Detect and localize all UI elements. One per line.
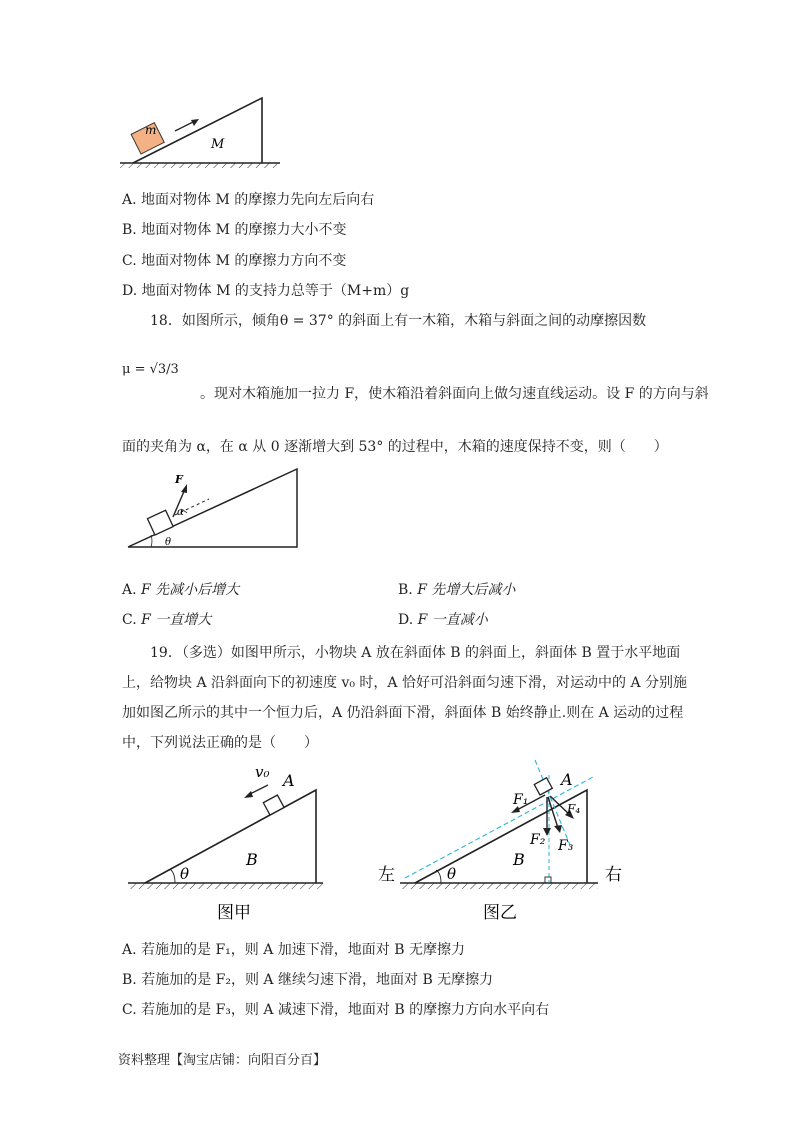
label-F1: F₁ — [513, 792, 529, 808]
label-F2: F₂ — [530, 832, 546, 848]
footer-note: 资料整理【淘宝店铺：向阳百分百】 — [118, 1053, 327, 1068]
q17-option-b[interactable]: B. 地面对物体 M 的摩擦力大小不变 — [122, 222, 347, 238]
q17-option-c[interactable]: C. 地面对物体 M 的摩擦力方向不变 — [122, 253, 347, 269]
arrowhead — [244, 791, 253, 798]
label-theta: θ — [447, 865, 457, 883]
incline-B — [415, 790, 587, 883]
q19-option-a[interactable]: A. 若施加的是 F₁，则 A 加速下滑，地面对 B 无摩擦力 — [122, 942, 465, 958]
block-A — [263, 795, 284, 815]
label-alpha: α — [177, 507, 184, 518]
q17-option-a[interactable]: A. 地面对物体 M 的摩擦力先向左后向右 — [122, 192, 375, 208]
label-F3: F₃ — [558, 838, 574, 854]
right-angle-mark — [545, 877, 551, 883]
ground-hatch — [400, 883, 598, 889]
q19-line-1: 19．（多选）如图甲所示，小物块 A 放在斜面体 B 的斜面上，斜面体 B 置于水平地面 — [150, 645, 681, 661]
label-F: F — [175, 473, 183, 486]
q18-option-a[interactable]: A. F 先减小后增大 — [122, 582, 240, 598]
label-B: B — [513, 850, 525, 869]
ground-hatch — [128, 883, 323, 889]
box — [147, 510, 173, 535]
incline — [128, 469, 297, 547]
q19-line-2: 上，给物块 A 沿斜面向下的初速度 v₀ 时，A 恰好可沿斜面匀速下滑，对运动中的 A 分别施 — [122, 675, 688, 691]
arrowhead-F3 — [554, 825, 562, 833]
angle-theta-arc — [170, 869, 175, 883]
label-theta: θ — [180, 865, 190, 883]
label-A: A — [561, 770, 573, 789]
label-M: M — [211, 137, 225, 152]
figure-17-incline — [115, 88, 285, 168]
q19-line-3: 加如图乙所示的其中一个恒力后，A 仍沿斜面下滑，斜面体 B 始终静止.则在 A 运动的过程 — [122, 705, 684, 721]
label-v0: v₀ — [255, 763, 270, 781]
q18-line-1: 18．如图所示，倾角θ = 37° 的斜面上有一木箱，木箱与斜面之间的动摩擦因数 — [150, 313, 647, 329]
figure-19-jia — [120, 755, 340, 930]
label-m: m — [145, 123, 157, 137]
label-theta: θ — [165, 537, 172, 548]
caption-jia: 图甲 — [217, 903, 251, 923]
velocity-arrow — [175, 121, 195, 131]
q18-option-c[interactable]: C. F 一直增大 — [122, 612, 212, 628]
q18-line-3: 面的夹角为 α，在 α 从 0 逐渐增大到 53° 的过程中，木箱的速度保持不变，则（ ） — [122, 439, 668, 455]
q19-option-b[interactable]: B. 若施加的是 F₂，则 A 继续匀速下滑，地面对 B 无摩擦力 — [122, 972, 494, 988]
label-left: 左 — [378, 865, 395, 885]
dashed-incline-line — [405, 777, 593, 878]
q18-mu-formula: μ = √3/3 — [122, 362, 179, 377]
figure-18-incline — [125, 465, 305, 555]
angle-theta-arc — [151, 535, 152, 547]
q19-option-c[interactable]: C. 若施加的是 F₃，则 A 减速下滑，地面对 B 的摩擦力方向水平向右 — [122, 1002, 550, 1018]
q19-line-4: 中，下列说法正确的是（ ） — [122, 735, 318, 751]
block-A — [534, 778, 552, 795]
label-F4: F₄ — [567, 802, 581, 816]
q18-option-b[interactable]: B. F 先增大后减小 — [398, 582, 516, 598]
q18-line-2: 。现对木箱施加一拉力 F，使木箱沿着斜面向上做匀速直线运动。设 F 的方向与斜 — [200, 386, 709, 402]
caption-yi: 图乙 — [483, 903, 517, 923]
q18-option-d[interactable]: D. F 一直减小 — [398, 612, 488, 628]
label-B: B — [246, 850, 258, 869]
label-A: A — [283, 771, 295, 790]
label-right: 右 — [605, 865, 622, 885]
q17-option-d[interactable]: D. 地面对物体 M 的支持力总等于（M+m）g — [122, 283, 410, 299]
figure-19-yi — [375, 755, 645, 930]
